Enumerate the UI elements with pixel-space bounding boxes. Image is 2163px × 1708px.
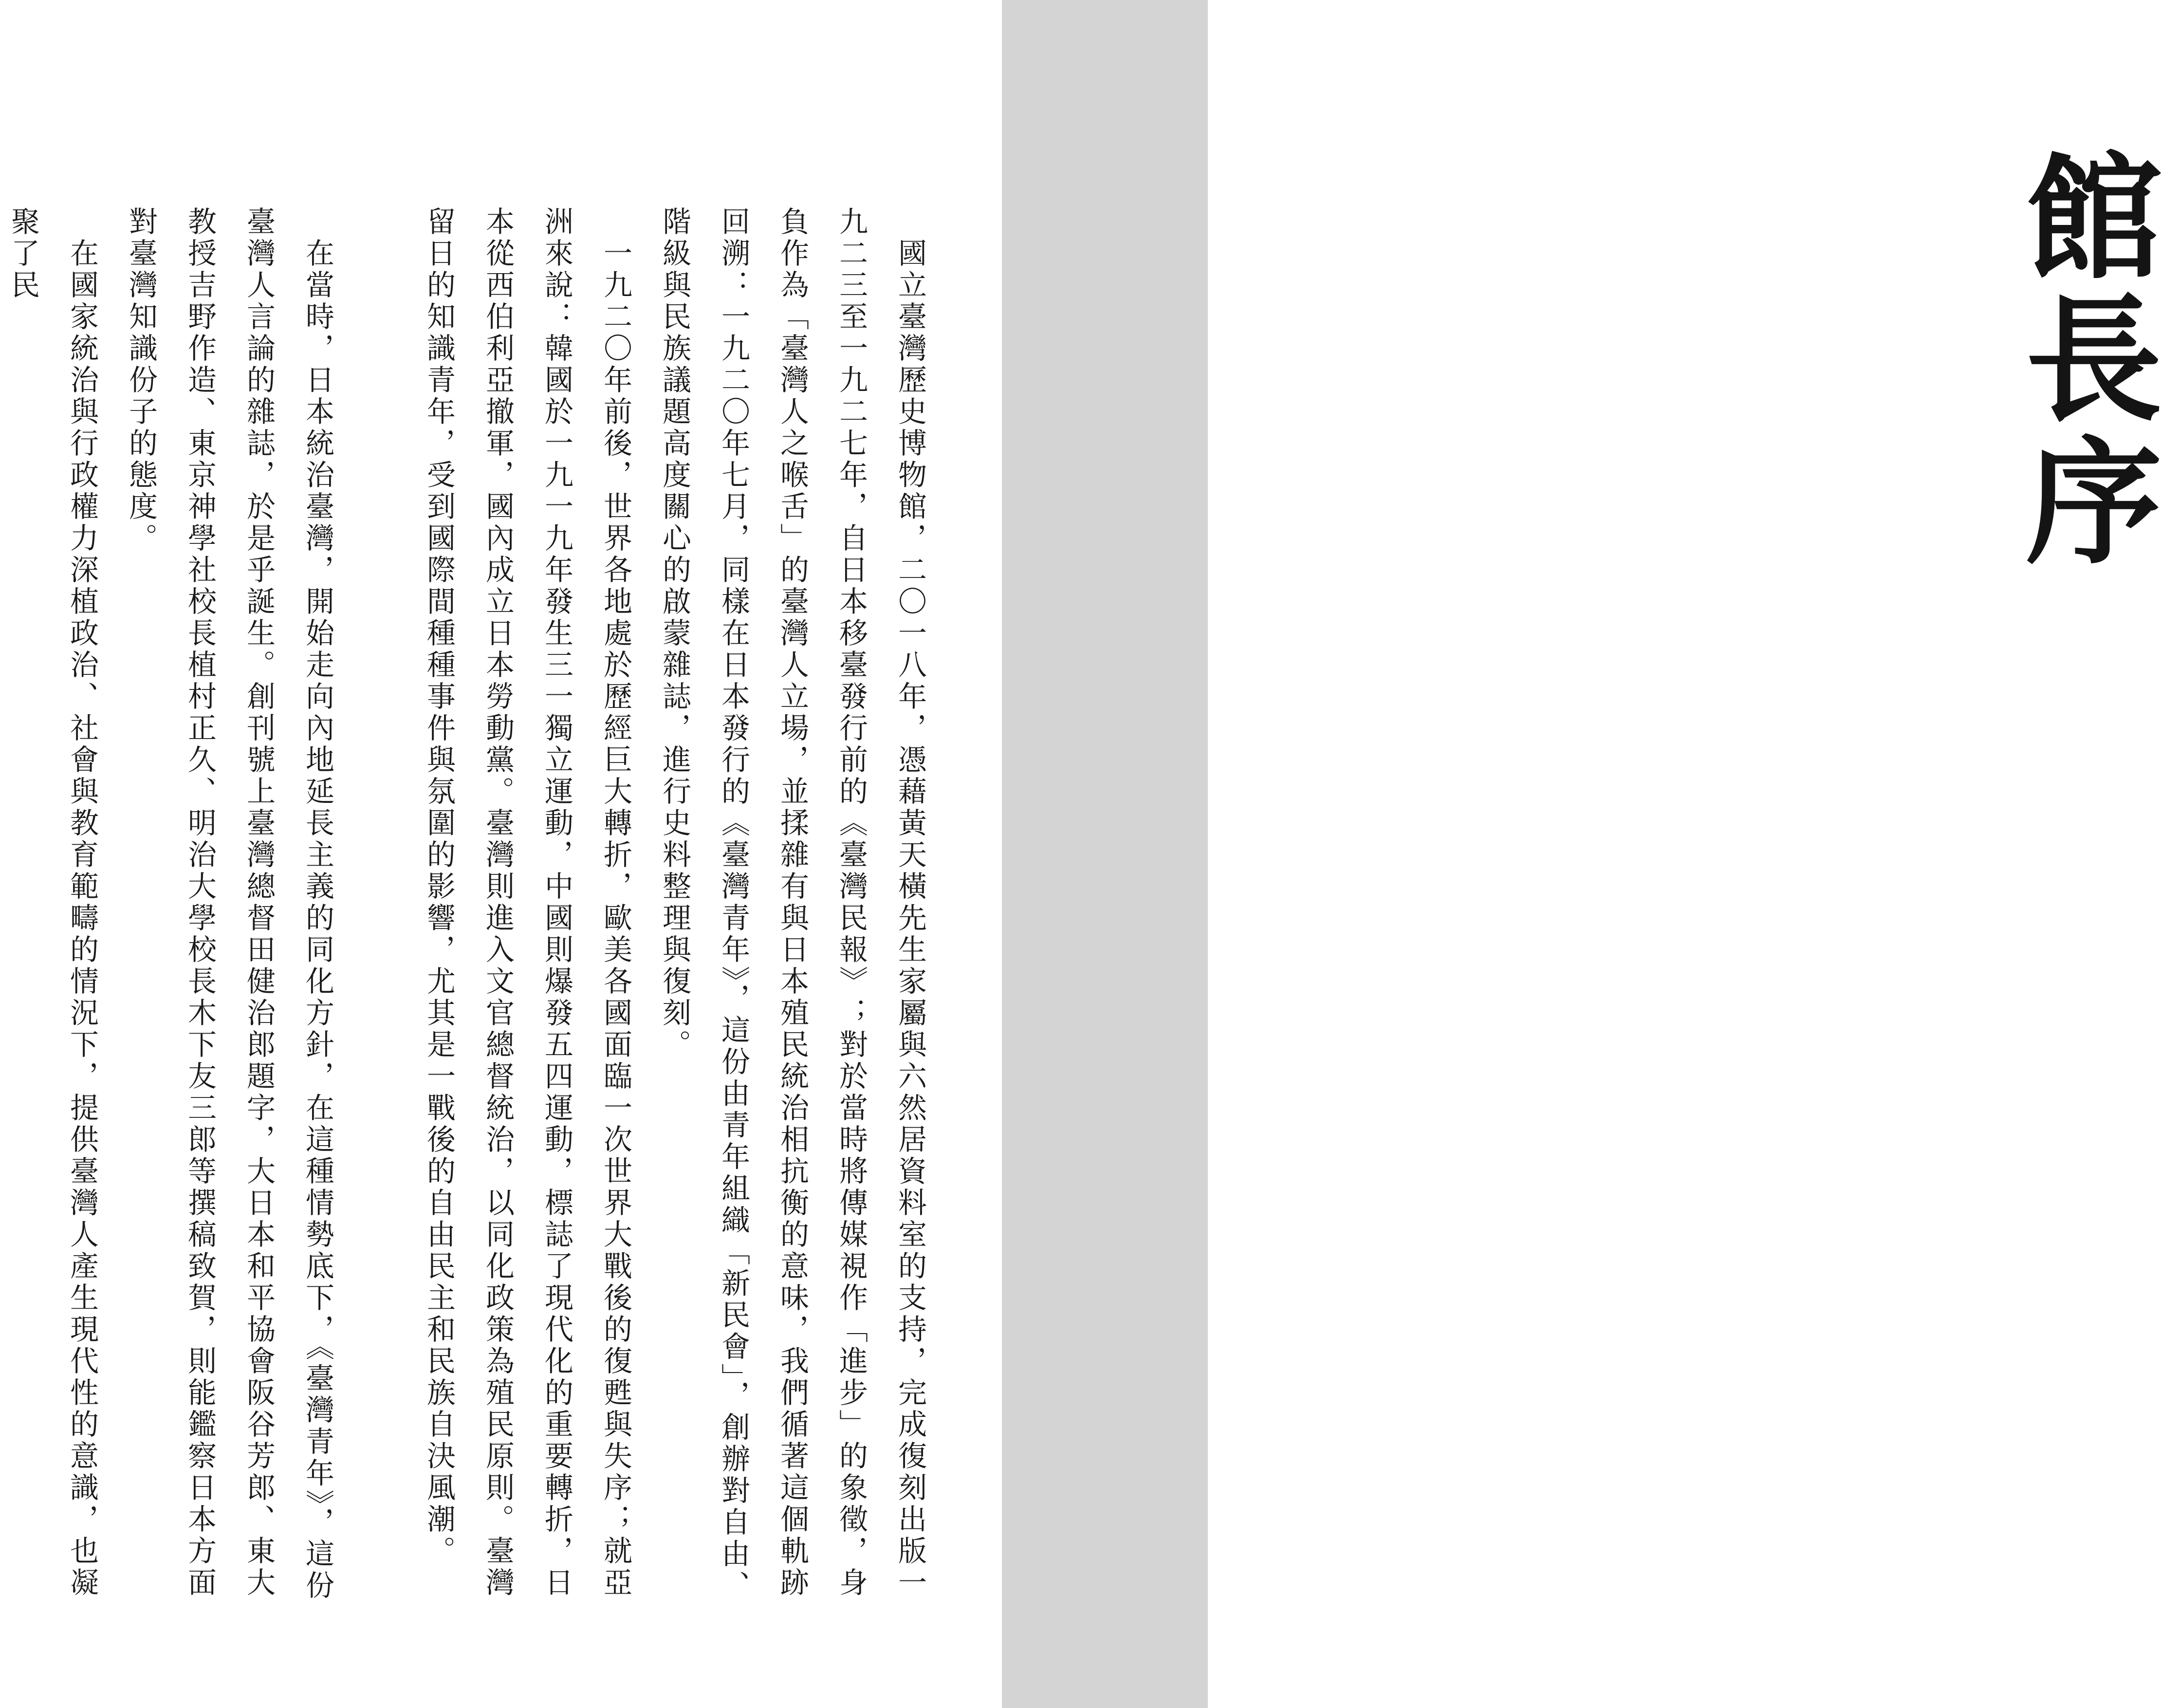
paragraph-3: 在當時，日本統治臺灣，開始走向內地延長主義的同化方針，在這種情勢底下，《臺灣青年》，這份臺灣人言論的雜誌，於是乎誕生。創刊號上臺灣總督田健治郎題字，大日本和平協會阪谷芳郎、東大教授吉野作造、東京神學社校長植村正久、明治大學校長木下友三郎等撰稿致賀，則能鑑察日本方面對臺灣知識份子的態度。 [124,206,334,1602]
paragraph-2: 一九二〇年前後，世界各地處於歷經巨大轉折，歐美各國面臨一次世界大戰後的復甦與失序；就亞洲來說：韓國於一九一九年發生三一獨立運動，中國則爆發五四運動，標誌了現代化的重要轉折，日本從西伯利亞撤軍，國內成立日本勞動黨。臺灣則進入文官總督統治，以同化政策為殖民原則。臺灣留日的知識青年，受到國際間種種事件與氛圍的影響，尤其是一戰後的自由民主和民族自決風潮。 [422,206,632,1599]
paragraph-4: 在國家統治與行政權力深植政治、社會與教育範疇的情況下，提供臺灣人產生現代性的意識，也凝聚了民 [6,206,99,1599]
title-sidebar [1002,0,2163,1708]
preface-body [6,206,940,1621]
page-title: 館長序 [2003,146,2163,573]
paragraph-1: 國立臺灣歷史博物館，二〇一八年，憑藉黃天橫先生家屬與六然居資料室的支持，完成復刻出版一九二三至一九二七年，自日本移臺發行前的《臺灣民報》；對於當時將傳媒視作「進步」的象徵，身負作為「臺灣人之喉舌」的臺灣人立場，並揉雜有與日本殖民統治相抗衡的意味，我們循著這個軌跡回溯：一九二〇年七月，同樣在日本發行的《臺灣青年》，這份由青年組織「新民會」，創辦對自由、階級與民族議題高度關心的啟蒙雜誌，進行史料整理與復刻。 [658,206,927,1602]
